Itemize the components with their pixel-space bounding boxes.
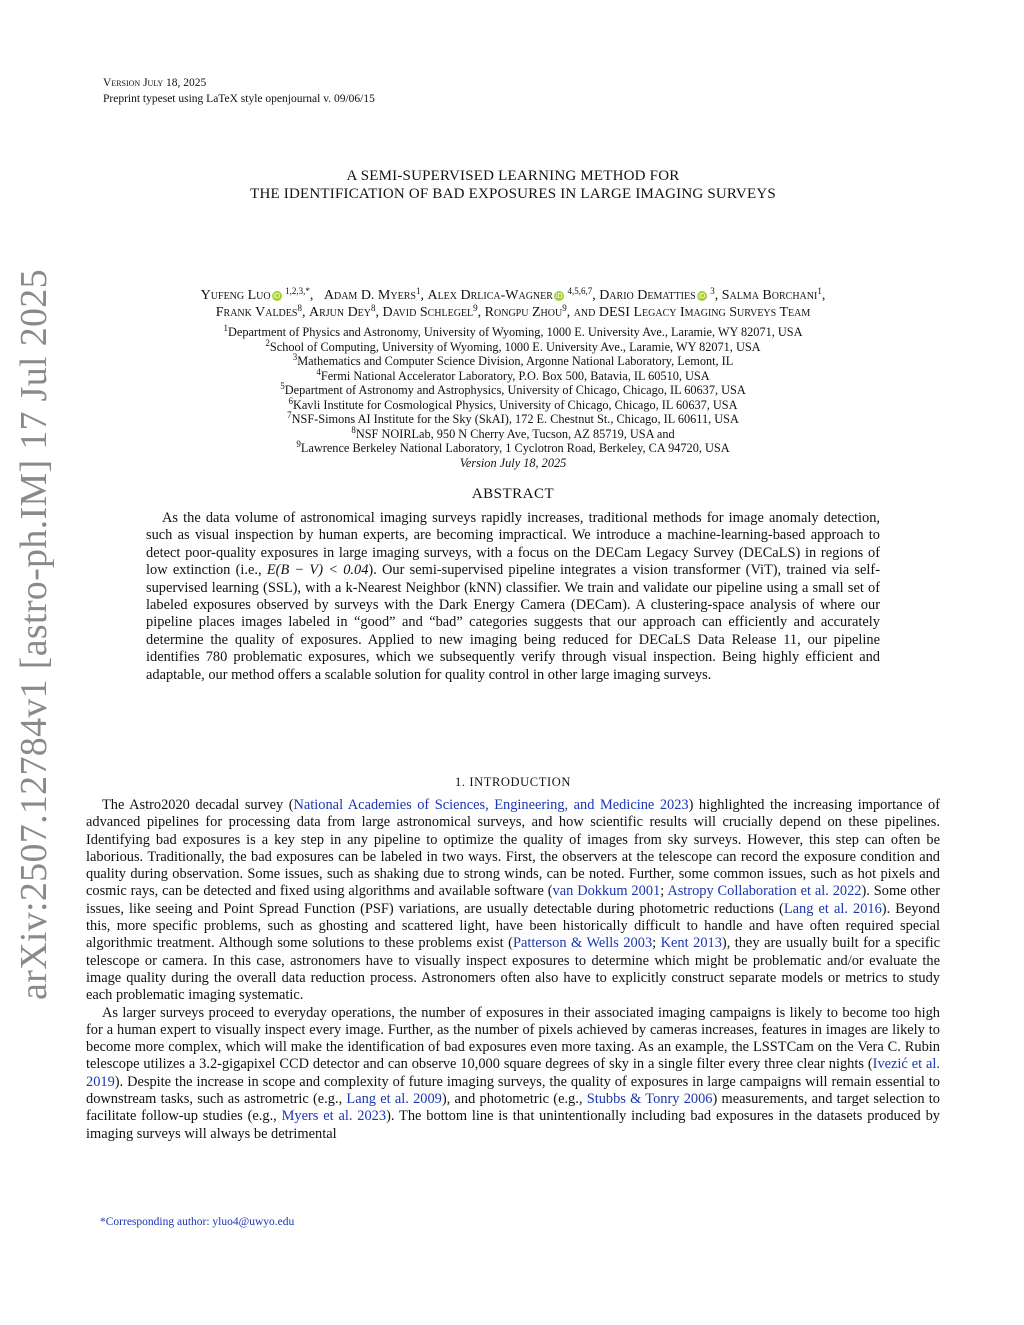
orcid-icon[interactable]: iD xyxy=(698,292,706,300)
affiliation-text: Kavli Institute for Cosmological Physics, University of Chicago, Chicago, IL 60637, USA xyxy=(292,397,738,412)
text: The Astro2020 decadal survey ( xyxy=(102,797,294,813)
text: ). Despite the increase in scope and complexity of future imaging surveys, the quality of exposures in large campaigns will remain essential to downstream tasks, such as astrometric (e.g., xyxy=(86,1073,940,1108)
affiliation-item xyxy=(90,366,936,384)
author-valdes[interactable]: Frank Valdes xyxy=(215,305,298,320)
text: ). Some other issues, like seeing and Point Spread Function (PSF) variations, are usually detectable during photometric reductions ( xyxy=(86,883,940,917)
text: As larger surveys proceed to everyday operations, the number of exposures in their associated imaging campaigns is likely to become too high for a human expert to visually inspect every image. Further, as the number of pixels achieved by cameras increases, features in images are likely to become more complex, which will make the identification of bad exposures even more taxing. As an example, the LSSTCam on the Vera C. Rubin telescope utilizes a 3.2-gigapixel CCD detector and can observe 10,000 square degrees of sky in a single filter every three clear nights ( xyxy=(86,1004,940,1073)
affiliation-text: School of Computing, University of Wyoming, 1000 E. University Ave., Laramie, WY 82071, USA xyxy=(269,339,761,354)
affiliation-text: Department of Astronomy and Astrophysics, University of Chicago, Chicago, IL 60637, USA xyxy=(284,383,746,397)
abstract-part-2: ). Our semi-supervised pipeline integrates a vision transformer (ViT), trained via self-supervised learning (SSL), with a k-Nearest Neighbor (kNN) classifier. We train and validate our pipeline using a small set of labeled exposures observed by surveys with the Dark Energy Camera (DECam). A clustering-space analysis of where our pipeline places images labeled in “good” and “bad” categories suggests that our approach can efficiently and accurately determine the quality of exposures. Applied to new imaging being reduced for DECaLS Data Release 11, our pipeline identifies 780 problematic exposures, which we subsequently verify through visual inspection. Being highly efficient and adaptable, our method offers a scalable solution for quality control in other large imaging surveys. xyxy=(146,562,880,683)
citation-link[interactable]: Patterson & Wells 2003 xyxy=(512,935,653,952)
author-sup: 8 xyxy=(297,303,302,313)
affiliation-item xyxy=(90,325,936,340)
abstract-part-1: As the data volume of astronomical imaging surveys rapidly increases, traditional methods for image anomaly detection, such as visual inspection by human experts, are becoming impractical. We introduce a machine-learning-based approach to detect poor-quality exposures in large imaging surveys, with a focus on the DECam Legacy Survey (DECaLS) in regions of low extinction (i.e., xyxy=(146,510,880,579)
affiliation-item xyxy=(90,383,936,398)
affiliation-number: 3 xyxy=(292,352,298,362)
author-sup: 1 xyxy=(415,286,421,296)
citation-link[interactable]: Ivezić et al. 2019 xyxy=(86,1056,940,1090)
affiliation-text: Lawrence Berkeley National Laboratory, 1 Cyclotron Road, Berkeley, CA 94720, USA xyxy=(300,441,730,455)
affiliation-number: 1 xyxy=(223,323,228,333)
author-sup: 8 xyxy=(371,303,376,313)
affiliation-number: 9 xyxy=(296,439,301,449)
citation-link[interactable]: Astropy Collaboration et al. 2022 xyxy=(667,883,862,900)
title-line-1: A SEMI-SUPERVISED LEARNING METHOD FOR xyxy=(346,168,680,184)
affiliation-item xyxy=(90,354,936,369)
text: ). Beyond this, more specific problems, such as ghosting and scattered light, have been historically difficult to handle and have often required special algorithmic treatment. Although some solutions to these problems exist ( xyxy=(86,900,941,952)
author-dematties[interactable]: Dario Dematties xyxy=(599,288,696,303)
author-myers[interactable]: Adam D. Myers xyxy=(323,288,416,303)
section-heading: 1. INTRODUCTION xyxy=(455,775,571,789)
paragraph-1 xyxy=(86,797,940,1005)
paragraph-2 xyxy=(86,1005,940,1143)
affiliation-text: NSF NOIRLab, 950 N Cherry Ave, Tucson, AZ 85719, USA and xyxy=(355,426,675,441)
affiliation-number: 5 xyxy=(280,381,285,391)
abstract-heading: ABSTRACT xyxy=(471,486,555,502)
text: ) highlighted the increasing importance of advanced pipelines for processing data from large astronomical surveys, and how scientific results will crucially depend on these pipelines. Identifying bad exposures is a key step in any pipeline to optimize the quality of images from sky surveys. However, this step can often be laborious. Traditionally, the bad exposures can be labeled in two ways. First, the observers at the telescope can record the exposure condition and quality during observation. Some issues, such as shaking due to strong winds, can be noted. Further, some common issues, such as hot pixels and cosmic rays, can be detected and fixed using algorithms and available software ( xyxy=(86,797,940,900)
version-line: Version July 18, 2025 xyxy=(459,456,567,470)
author-sup: 3 xyxy=(710,286,715,296)
team-name: and DESI Legacy Imaging Surveys Team xyxy=(573,305,811,320)
affiliation-list xyxy=(90,325,936,456)
citation-link[interactable]: National Academies of Sciences, Engineering, and Medicine 2023 xyxy=(293,797,689,813)
paper-title xyxy=(100,167,926,203)
author-dey[interactable]: Arjun Dey xyxy=(308,305,372,320)
citation-link[interactable]: Lang et al. 2009 xyxy=(346,1091,442,1108)
affiliation-text: Fermi National Accelerator Laboratory, P.O. Box 500, Batavia, IL 60510, USA xyxy=(320,368,710,383)
author-schlegel[interactable]: David Schlegel xyxy=(382,305,474,320)
citation-link[interactable]: van Dokkum 2001 xyxy=(552,883,661,900)
affiliation-number: 8 xyxy=(351,424,356,435)
abstract-math: E(B − V) < 0.04 xyxy=(266,562,369,579)
author-sup: 1 xyxy=(817,286,822,296)
footnote-corresponding[interactable]: *Corresponding author: yluo4@uwyo.edu xyxy=(100,1216,295,1228)
affiliation-number: 6 xyxy=(288,395,293,406)
affiliation-item xyxy=(90,337,936,355)
affiliation-item xyxy=(90,424,936,442)
arxiv-stamp: arXiv:2507.12784v1 [astro-ph.IM] 17 Jul 2025 xyxy=(13,269,55,1000)
version-header xyxy=(103,76,206,91)
affiliation-number: 2 xyxy=(265,337,270,348)
affiliation-item xyxy=(90,395,936,413)
author-luo[interactable]: Yufeng Luo xyxy=(200,288,271,303)
text: ; xyxy=(660,883,668,900)
body-text xyxy=(86,797,940,1143)
author-line-1: Yufeng Luo iD $^{1,2,3,*}$, Adam D. Myers$^1$, Alex Drlica-Wagner iD $^{4,5,6,7}$, Dario Dematties iD $^3$, Salma Borchani$^1$, xyxy=(200,286,826,303)
preprint-note: Preprint typeset using LaTeX style openjournal v. 09/06/15 xyxy=(103,93,375,105)
affiliation-number: 4 xyxy=(316,366,321,377)
affiliation-number: 7 xyxy=(287,410,292,420)
author-sup: 9 xyxy=(562,303,567,313)
text: ), and photometric (e.g., xyxy=(441,1091,587,1108)
author-drlica-wagner[interactable]: Alex Drlica-Wagner xyxy=(427,288,553,303)
orcid-icon[interactable]: iD xyxy=(555,292,563,300)
text: ). The bottom line is that unintentionally including bad exposures in the datasets produced by imaging surveys will always be detrimental xyxy=(86,1108,940,1142)
title-line-2: THE IDENTIFICATION OF BAD EXPOSURES IN LARGE IMAGING SURVEYS xyxy=(250,186,776,202)
orcid-icon[interactable]: iD xyxy=(272,292,281,300)
abstract-text xyxy=(146,510,880,684)
affiliation-item xyxy=(90,441,936,456)
version-text: Version July 18, 2025 xyxy=(103,77,207,89)
author-sup: 1,2,3,* xyxy=(285,286,310,296)
author-sup: 4,5,6,7 xyxy=(567,286,593,296)
author-list xyxy=(90,287,936,321)
author-sup: 9 xyxy=(473,303,478,313)
author-zhou[interactable]: Rongpu Zhou xyxy=(484,305,563,320)
citation-link[interactable]: Myers et al. 2023 xyxy=(281,1108,387,1125)
text: ) measurements, and target selection to facilitate follow-up studies (e.g., xyxy=(86,1091,941,1125)
author-borchani[interactable]: Salma Borchani xyxy=(721,288,818,303)
author-line-2: Frank Valdes$^8$, Arjun Dey$^8$, David Schlegel$^9$, Rongpu Zhou$^9$, and DESI Legacy Imaging Surveys Team xyxy=(215,303,811,320)
affiliation-text: Department of Physics and Astronomy, University of Wyoming, 1000 E. University Ave., Laramie, WY 82071, USA xyxy=(227,325,803,339)
affiliation-text: NSF-Simons AI Institute for the Sky (SkAI), 172 E. Chestnut St., Chicago, IL 60611, USA xyxy=(291,412,739,426)
text: ; xyxy=(652,935,661,952)
citation-link[interactable]: Stubbs & Tonry 2006 xyxy=(586,1091,713,1108)
affiliation-item xyxy=(90,412,936,427)
citation-link[interactable]: Kent 2013 xyxy=(660,935,722,952)
citation-link[interactable]: Lang et al. 2016 xyxy=(783,900,882,917)
affiliation-text: Mathematics and Computer Science Division, Argonne National Laboratory, Lemont, IL xyxy=(297,354,734,368)
text: ), they are usually built for a specific telescope or camera. In this case, astronomers have to visually inspect exposures to determine which might be problematic and/or evaluate the image quality during the overall data reduction process. Astronomers often also have to explicitly construct separate models or metrics to study each problematic imaging systematic. xyxy=(86,935,940,1004)
